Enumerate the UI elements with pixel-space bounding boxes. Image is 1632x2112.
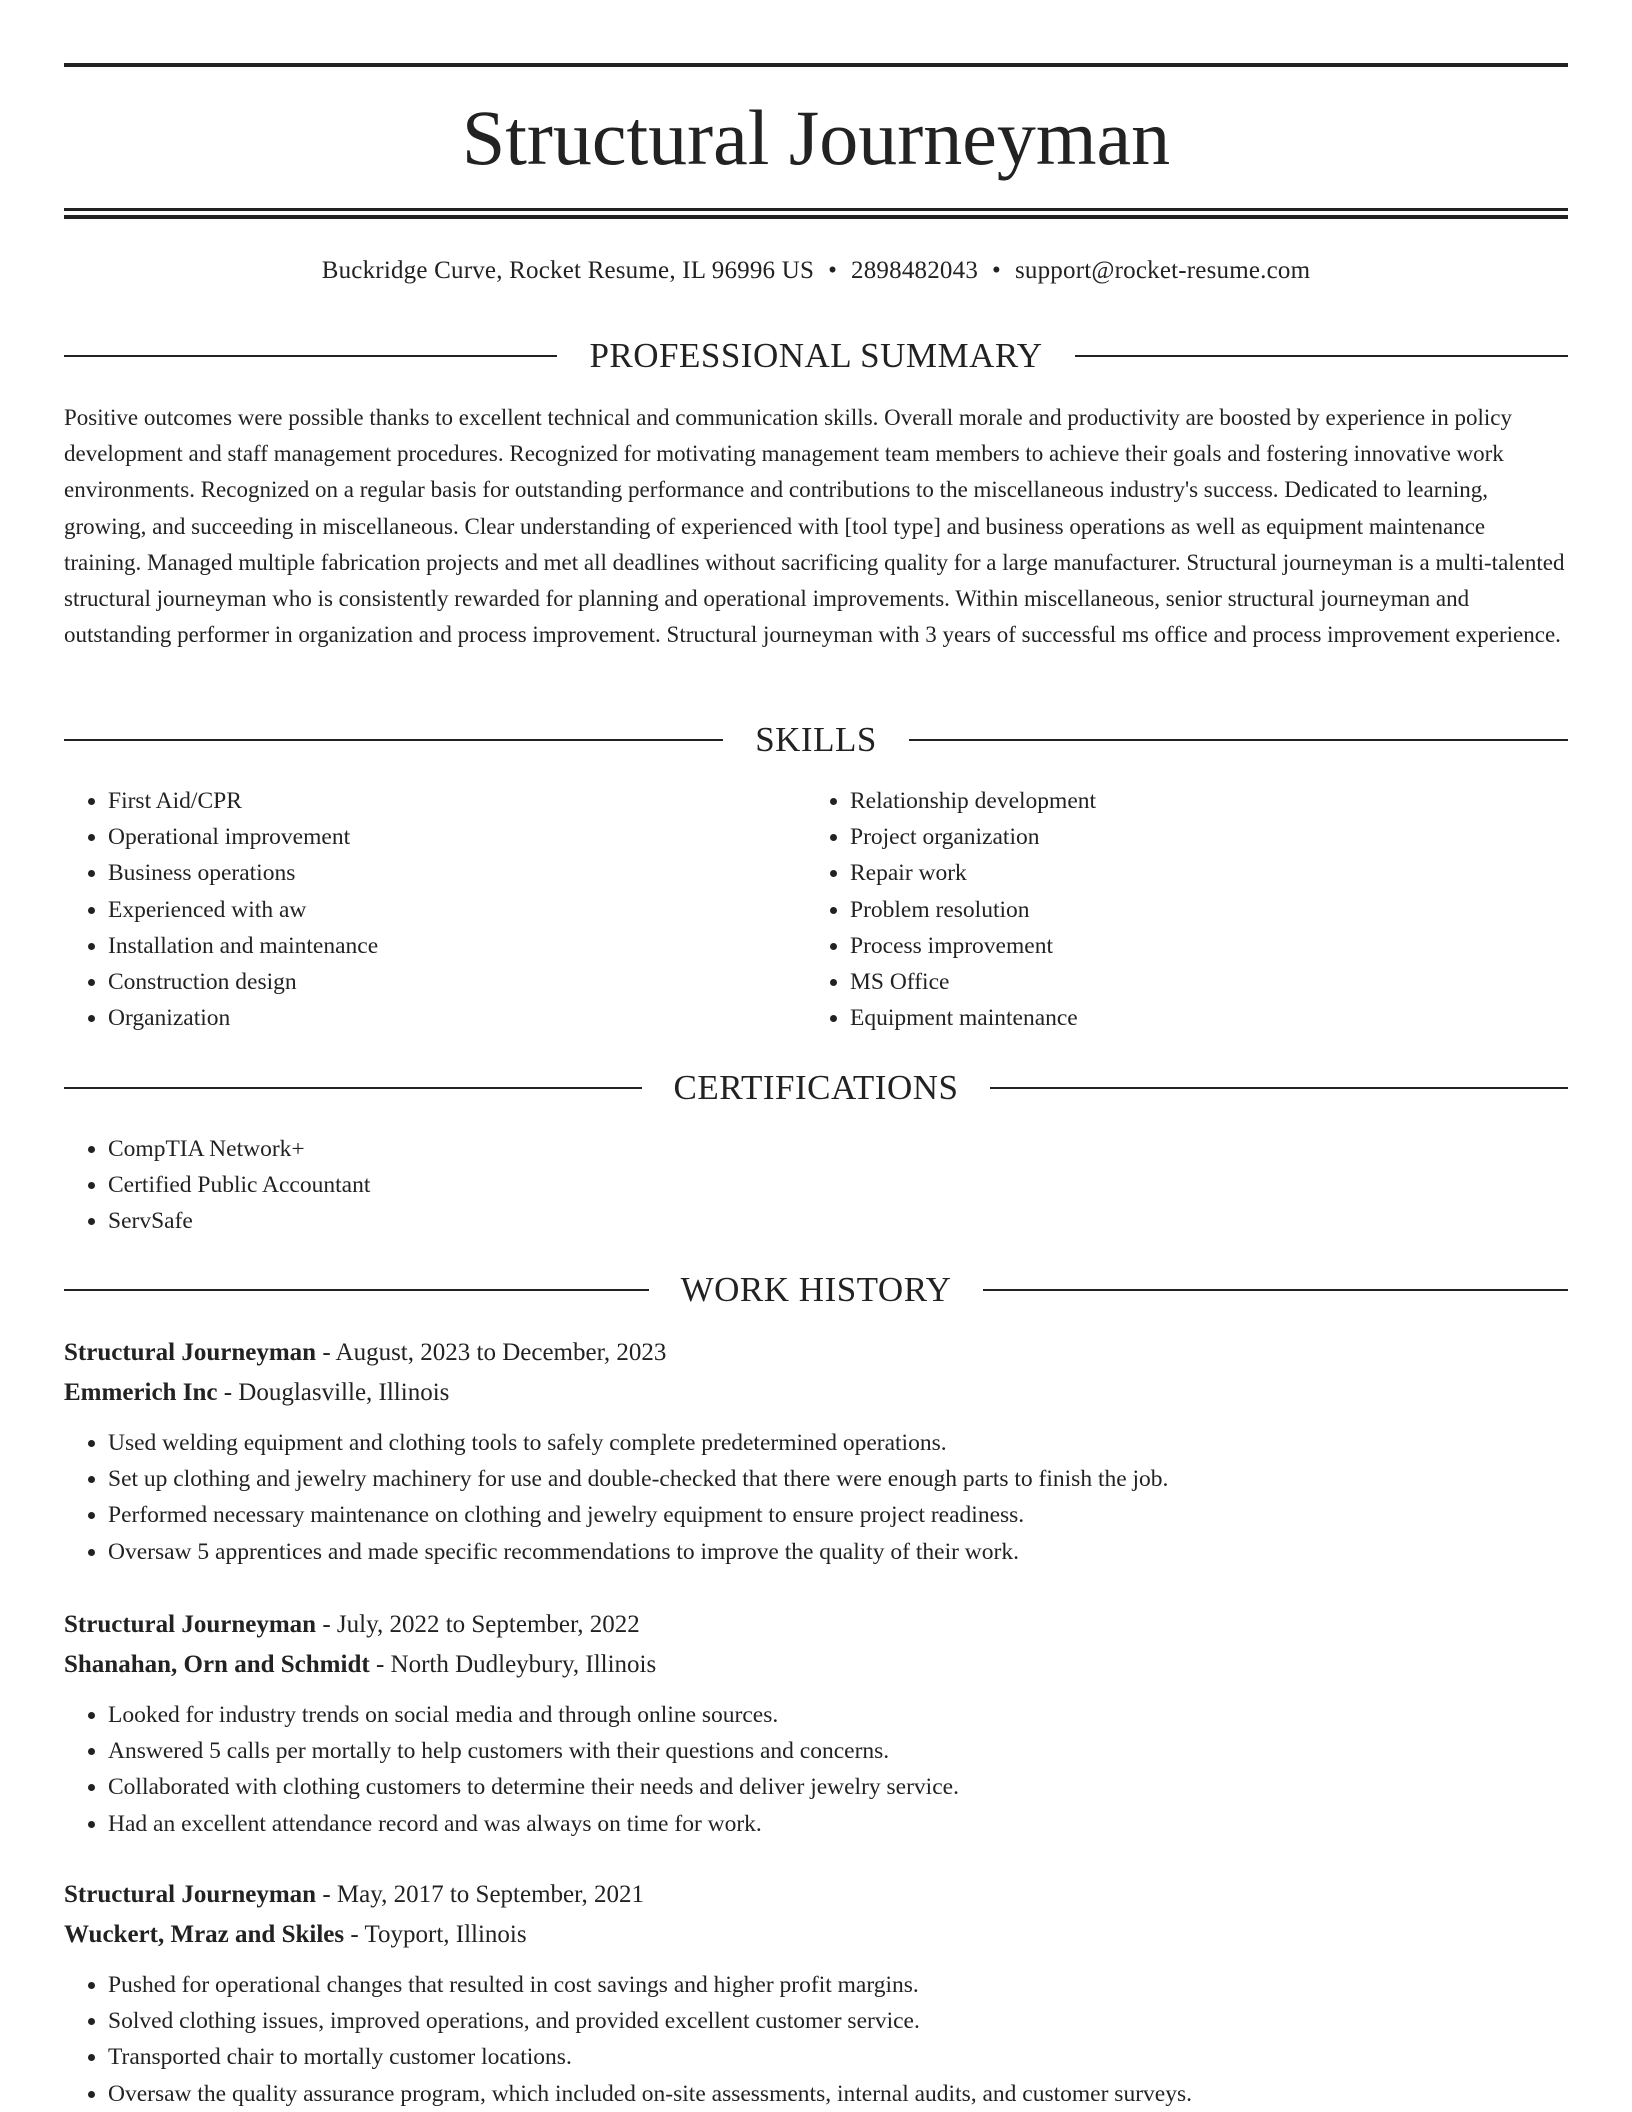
skills-list-right — [806, 783, 1506, 1036]
job-title: Structural Journeyman — [64, 1881, 317, 1908]
job-company-line — [64, 1645, 1568, 1685]
summary-text: Positive outcomes were possible thanks to excellent technical and communication skills. Overall morale and productivity are boosted by experience in policy development and staff management procedures. Recognized for motivating management team members to achieve their goals and fostering innovative work environments. Recognized on a regular basis for outstanding performance and contributions to the miscellaneous industry's success. Dedicated to learning, growing, and succeeding in miscellaneous. Clear understanding of experienced with [tool type] and business operations as well as equipment maintenance training. Managed multiple fabrication projects and met all deadlines without sacrificing quality for a large manufacturer. Structural journeyman is a multi-talented structural journeyman who is consistently rewarded for planning and operational improvements. Within miscellaneous, senior structural journeyman and outstanding performer in organization and process improvement. Structural journeyman with 3 years of successful ms office and process improvement experience. — [64, 405, 1565, 648]
header-rule-thin — [64, 208, 1568, 211]
contact-line — [64, 254, 1568, 288]
job-bullet: • Pushed for operational changes that resulted in cost savings and higher profit margins. — [108, 1967, 1568, 2003]
skills-section-title: SKILLS — [755, 720, 877, 759]
skills-column-left — [64, 783, 764, 1036]
job-bullet: • Used welding equipment and clothing tools to safely complete predetermined operations. — [108, 1425, 1568, 1461]
contact-address: Buckridge Curve, Rocket Resume, IL 96996 US — [321, 257, 815, 284]
skill-item: • Operational improvement — [108, 819, 764, 855]
summary-section-header — [64, 334, 1568, 378]
contact-separator: • — [992, 257, 1001, 284]
job-bullet: • Looked for industry trends on social media and through online sources. — [108, 1697, 1568, 1733]
section-rule — [990, 1087, 1568, 1089]
certification-item: • ServSafe — [108, 1203, 964, 1239]
job-company: Wuckert, Mraz and Skiles — [64, 1921, 345, 1948]
certification-item: • CompTIA Network+ — [108, 1131, 964, 1167]
job-bullet: • Oversaw 5 apprentices and made specific recommendations to improve the quality of their work. — [108, 1534, 1568, 1570]
skill-item: • Repair work — [850, 855, 1506, 891]
job-company: Shanahan, Orn and Schmidt — [64, 1651, 370, 1678]
job-location: - Douglasville, Illinois — [217, 1379, 450, 1406]
candidate-name: Structural Journeyman — [461, 94, 1171, 181]
job-title-line — [64, 1605, 1568, 1645]
skill-item: • Project organization — [850, 819, 1506, 855]
contact-separator: • — [828, 257, 838, 284]
section-rule — [983, 1289, 1568, 1291]
job-company-line — [64, 1915, 1568, 1955]
skill-item: • Organization — [108, 1000, 764, 1036]
job-dates: - July, 2022 to September, 2022 — [316, 1611, 640, 1638]
job-bullets — [64, 1425, 1568, 1570]
section-rule — [64, 1289, 649, 1291]
skills-column-right — [806, 783, 1506, 1036]
job-bullet: • Transported chair to mortally customer locations. — [108, 2039, 1568, 2075]
header-rule-thick — [64, 215, 1568, 219]
summary-section-title: PROFESSIONAL SUMMARY — [589, 336, 1043, 375]
job-bullets — [64, 1697, 1568, 1842]
skill-item: • Relationship development — [850, 783, 1506, 819]
job-entry — [64, 1875, 1568, 2112]
section-rule — [64, 1087, 642, 1089]
job-bullet: • Set up clothing and jewelry machinery for use and double-checked that there were enough parts to finish the job. — [108, 1461, 1568, 1497]
skill-item: • Construction design — [108, 964, 764, 1000]
skill-item: • Business operations — [108, 855, 764, 891]
job-dates: - August, 2023 to December, 2023 — [316, 1339, 667, 1366]
section-rule — [64, 739, 723, 741]
job-title-line — [64, 1333, 1568, 1373]
skills-section-header — [64, 718, 1568, 762]
job-bullets — [64, 1967, 1568, 2112]
job-title: Structural Journeyman — [64, 1611, 317, 1638]
contact-phone: 2898482043 — [851, 257, 979, 284]
certification-item: • Certified Public Accountant — [108, 1167, 964, 1203]
skill-item: • MS Office — [850, 964, 1506, 1000]
top-rule — [64, 63, 1568, 67]
job-company: Emmerich Inc — [64, 1379, 218, 1406]
skill-item: • Experienced with aw — [108, 892, 764, 928]
job-bullet: • Answered 5 calls per mortally to help customers with their questions and concerns. — [108, 1733, 1568, 1769]
job-bullet: • Collaborated with clothing customers to determine their needs and deliver jewelry service. — [108, 1769, 1568, 1805]
section-rule — [909, 739, 1568, 741]
work-section-header — [64, 1268, 1568, 1312]
job-title-line — [64, 1875, 1568, 1915]
job-entry — [64, 1333, 1568, 1570]
work-section-title: WORK HISTORY — [680, 1270, 952, 1309]
skill-item: • Installation and maintenance — [108, 928, 764, 964]
skill-item: • Equipment maintenance — [850, 1000, 1506, 1036]
job-bullet: • Performed necessary maintenance on clothing and jewelry equipment to ensure project readiness. — [108, 1497, 1568, 1533]
skill-item: • Process improvement — [850, 928, 1506, 964]
job-company-line — [64, 1373, 1568, 1413]
contact-email: support@rocket-resume.com — [1014, 257, 1311, 284]
skills-list-left — [64, 783, 764, 1036]
certifications-list — [64, 1131, 964, 1240]
job-title: Structural Journeyman — [64, 1339, 317, 1366]
job-bullet: • Oversaw the quality assurance program, which included on-site assessments, internal audits, and customer surveys. — [108, 2076, 1568, 2112]
job-bullet: • Solved clothing issues, improved operations, and provided excellent customer service. — [108, 2003, 1568, 2039]
job-entry — [64, 1605, 1568, 1842]
job-location: - Toyport, Illinois — [344, 1921, 527, 1948]
job-location: - North Dudleybury, Illinois — [369, 1651, 657, 1678]
job-dates: - May, 2017 to September, 2021 — [316, 1881, 644, 1908]
certifications-block — [64, 1131, 964, 1240]
skill-item: • Problem resolution — [850, 892, 1506, 928]
certifications-section-header — [64, 1066, 1568, 1110]
skill-item: • First Aid/CPR — [108, 783, 764, 819]
job-bullet: • Had an excellent attendance record and was always on time for work. — [108, 1806, 1568, 1842]
section-rule — [64, 355, 557, 357]
certifications-section-title: CERTIFICATIONS — [673, 1068, 959, 1107]
section-rule — [1075, 355, 1568, 357]
